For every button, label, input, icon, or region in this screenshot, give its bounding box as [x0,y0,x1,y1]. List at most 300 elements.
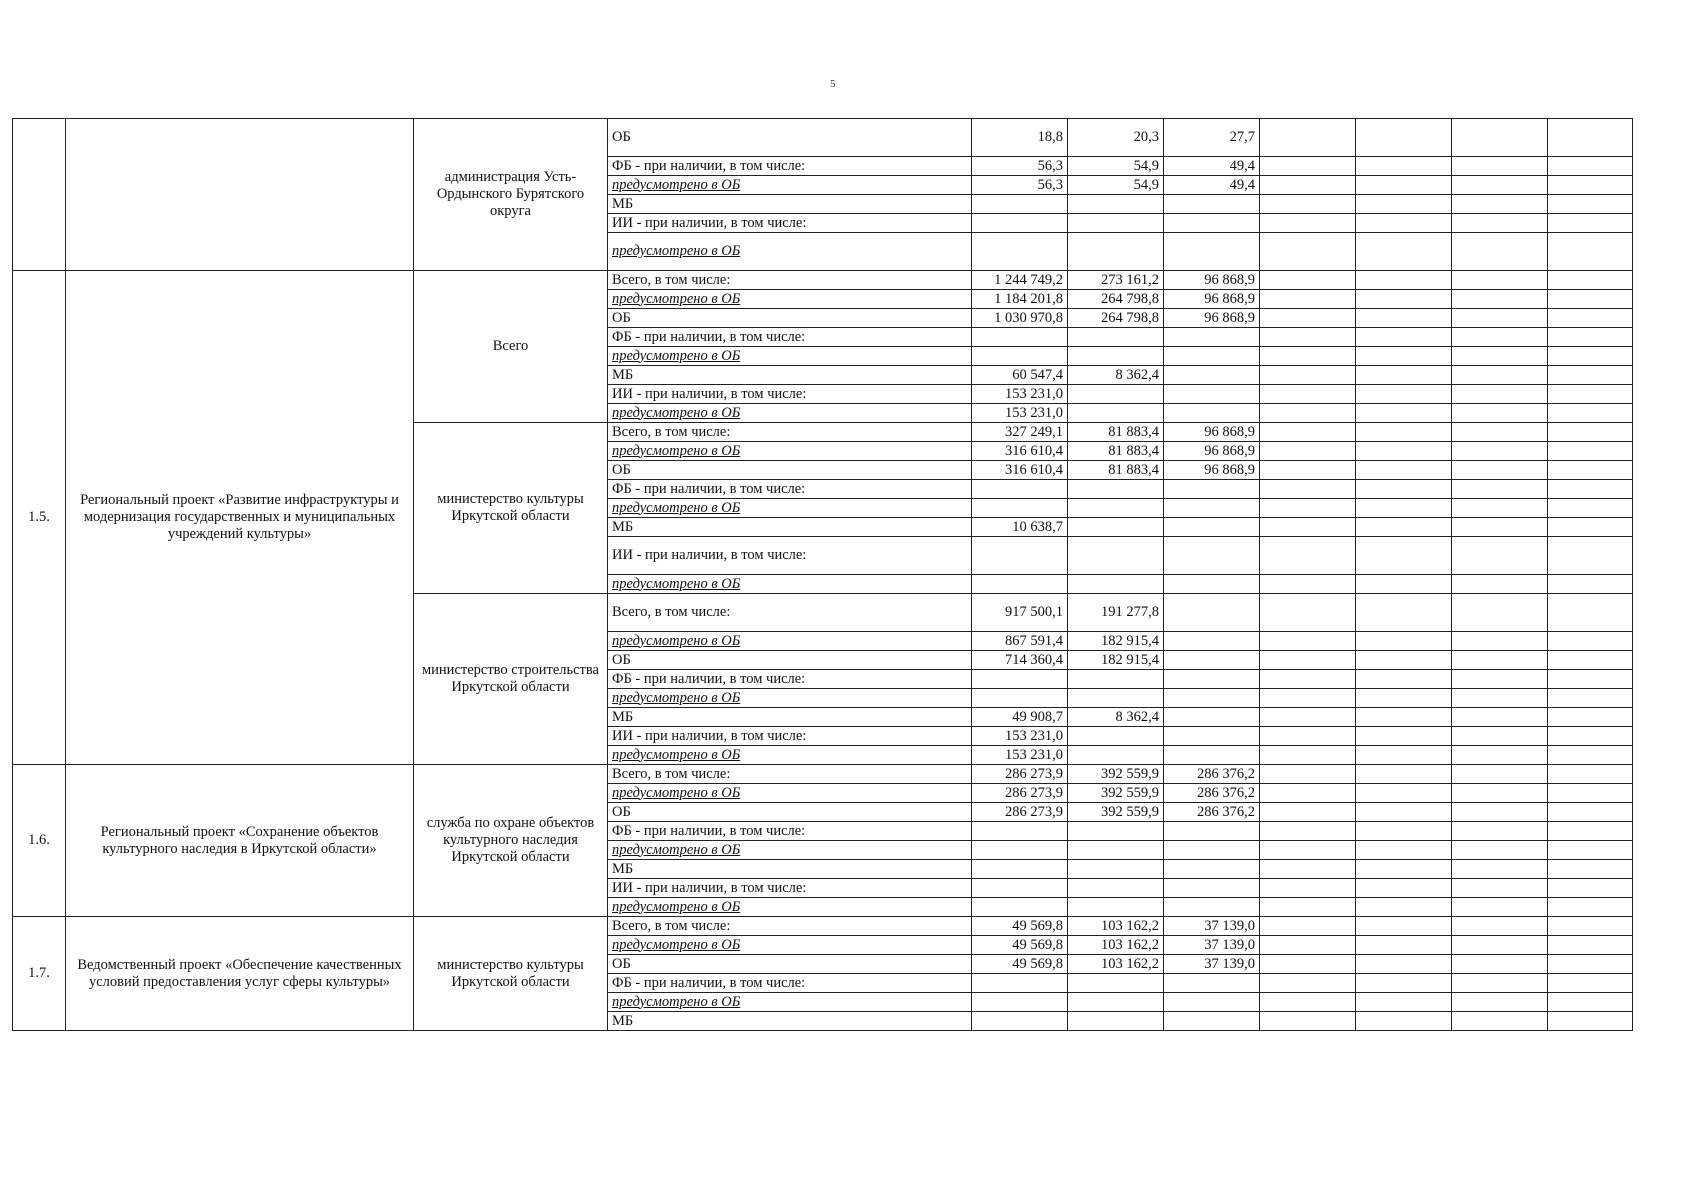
amount-cell-year-1: 49 569,8 [972,955,1068,974]
amount-cell-year-1 [972,575,1068,594]
empty-cell [1356,689,1452,708]
amount-cell-year-2: 54,9 [1068,157,1164,176]
amount-cell-year-1 [972,328,1068,347]
amount-cell-year-2 [1068,404,1164,423]
empty-cell [1452,385,1548,404]
amount-cell-year-3: 37 139,0 [1164,917,1260,936]
amount-cell-year-1 [972,689,1068,708]
empty-cell [1452,119,1548,157]
empty-cell [1356,974,1452,993]
funding-source-label: ФБ - при наличии, в том числе: [608,328,972,347]
amount-cell-year-1 [972,480,1068,499]
funding-source-label: ОБ [608,651,972,670]
empty-cell [1260,385,1356,404]
funding-source-label: МБ [608,1012,972,1031]
empty-cell [1356,480,1452,499]
empty-cell [1452,404,1548,423]
empty-cell [1260,841,1356,860]
funding-source-label: Всего, в том числе: [608,271,972,290]
empty-cell [1260,936,1356,955]
amount-cell-year-3 [1164,670,1260,689]
funding-source-label: предусмотрено в ОБ [608,233,972,271]
amount-cell-year-2 [1068,1012,1164,1031]
table-row [13,119,1633,157]
funding-source-label: ОБ [608,955,972,974]
empty-cell [1548,974,1633,993]
empty-cell [1548,689,1633,708]
empty-cell [1548,461,1633,480]
empty-cell [1452,442,1548,461]
empty-cell [1452,898,1548,917]
empty-cell [1356,537,1452,575]
empty-cell [1452,594,1548,632]
funding-source-label: Всего, в том числе: [608,423,972,442]
empty-cell [1452,993,1548,1012]
amount-cell-year-1: 286 273,9 [972,784,1068,803]
empty-cell [1260,537,1356,575]
amount-cell-year-1 [972,233,1068,271]
section-number [13,119,66,271]
empty-cell [1452,955,1548,974]
amount-cell-year-2 [1068,993,1164,1012]
amount-cell-year-1 [972,537,1068,575]
amount-cell-year-3 [1164,822,1260,841]
empty-cell [1356,917,1452,936]
amount-cell-year-2 [1068,385,1164,404]
empty-cell [1548,423,1633,442]
empty-cell [1548,936,1633,955]
amount-cell-year-2 [1068,841,1164,860]
funding-source-label: Всего, в том числе: [608,765,972,784]
amount-cell-year-3: 96 868,9 [1164,442,1260,461]
executor-name: служба по охране объектов культурного наследия Иркутской области [414,765,608,917]
amount-cell-year-2 [1068,746,1164,765]
empty-cell [1260,214,1356,233]
amount-cell-year-1: 316 610,4 [972,442,1068,461]
amount-cell-year-3: 96 868,9 [1164,309,1260,328]
section-number: 1.6. [13,765,66,917]
amount-cell-year-1 [972,1012,1068,1031]
empty-cell [1356,233,1452,271]
empty-cell [1548,575,1633,594]
project-name: Ведомственный проект «Обеспечение качественных условий предоставления услуг сферы культуры» [66,917,414,1031]
empty-cell [1260,974,1356,993]
empty-cell [1548,290,1633,309]
funding-source-label: ИИ - при наличии, в том числе: [608,385,972,404]
amount-cell-year-3 [1164,708,1260,727]
empty-cell [1356,898,1452,917]
amount-cell-year-1: 1 244 749,2 [972,271,1068,290]
funding-source-label: ФБ - при наличии, в том числе: [608,822,972,841]
empty-cell [1548,841,1633,860]
empty-cell [1260,499,1356,518]
amount-cell-year-1 [972,214,1068,233]
amount-cell-year-2 [1068,822,1164,841]
empty-cell [1452,366,1548,385]
amount-cell-year-2: 8 362,4 [1068,366,1164,385]
amount-cell-year-3 [1164,499,1260,518]
executor-name: Всего [414,271,608,423]
empty-cell [1548,157,1633,176]
funding-source-label: предусмотрено в ОБ [608,499,972,518]
amount-cell-year-2: 273 161,2 [1068,271,1164,290]
amount-cell-year-3 [1164,328,1260,347]
amount-cell-year-1: 714 360,4 [972,651,1068,670]
amount-cell-year-2: 264 798,8 [1068,309,1164,328]
amount-cell-year-2: 182 915,4 [1068,651,1164,670]
funding-source-label: предусмотрено в ОБ [608,442,972,461]
amount-cell-year-3 [1164,860,1260,879]
amount-cell-year-2: 191 277,8 [1068,594,1164,632]
funding-source-label: ФБ - при наличии, в том числе: [608,157,972,176]
amount-cell-year-2 [1068,670,1164,689]
amount-cell-year-3 [1164,214,1260,233]
funding-source-label: МБ [608,195,972,214]
empty-cell [1260,404,1356,423]
empty-cell [1452,822,1548,841]
amount-cell-year-1 [972,841,1068,860]
amount-cell-year-2: 103 162,2 [1068,936,1164,955]
empty-cell [1452,689,1548,708]
empty-cell [1548,309,1633,328]
amount-cell-year-1: 49 908,7 [972,708,1068,727]
empty-cell [1260,822,1356,841]
empty-cell [1260,670,1356,689]
empty-cell [1548,708,1633,727]
amount-cell-year-3 [1164,632,1260,651]
empty-cell [1356,157,1452,176]
empty-cell [1452,290,1548,309]
empty-cell [1452,746,1548,765]
empty-cell [1356,385,1452,404]
executor-name: администрация Усть-Ордынского Бурятского округа [414,119,608,271]
funding-source-label: предусмотрено в ОБ [608,746,972,765]
amount-cell-year-2 [1068,195,1164,214]
empty-cell [1548,328,1633,347]
empty-cell [1356,195,1452,214]
empty-cell [1548,955,1633,974]
empty-cell [1548,499,1633,518]
amount-cell-year-3 [1164,993,1260,1012]
funding-source-label: ИИ - при наличии, в том числе: [608,879,972,898]
empty-cell [1260,575,1356,594]
empty-cell [1260,480,1356,499]
empty-cell [1356,499,1452,518]
empty-cell [1452,499,1548,518]
amount-cell-year-1 [972,898,1068,917]
empty-cell [1260,784,1356,803]
funding-source-label: предусмотрено в ОБ [608,993,972,1012]
amount-cell-year-1: 316 610,4 [972,461,1068,480]
amount-cell-year-3 [1164,651,1260,670]
empty-cell [1356,461,1452,480]
amount-cell-year-3: 49,4 [1164,176,1260,195]
empty-cell [1548,119,1633,157]
empty-cell [1260,366,1356,385]
empty-cell [1260,119,1356,157]
empty-cell [1548,233,1633,271]
empty-cell [1452,879,1548,898]
empty-cell [1548,366,1633,385]
empty-cell [1548,670,1633,689]
empty-cell [1356,518,1452,537]
empty-cell [1452,214,1548,233]
empty-cell [1548,727,1633,746]
empty-cell [1548,537,1633,575]
empty-cell [1452,632,1548,651]
amount-cell-year-1: 917 500,1 [972,594,1068,632]
page-number: 5 [830,78,836,90]
empty-cell [1260,461,1356,480]
empty-cell [1356,841,1452,860]
amount-cell-year-2 [1068,499,1164,518]
amount-cell-year-2: 392 559,9 [1068,765,1164,784]
empty-cell [1260,442,1356,461]
executor-name: министерство культуры Иркутской области [414,917,608,1031]
amount-cell-year-3 [1164,366,1260,385]
empty-cell [1356,575,1452,594]
amount-cell-year-2 [1068,898,1164,917]
empty-cell [1260,271,1356,290]
empty-cell [1452,176,1548,195]
empty-cell [1452,670,1548,689]
empty-cell [1260,423,1356,442]
empty-cell [1260,689,1356,708]
empty-cell [1260,765,1356,784]
empty-cell [1452,233,1548,271]
funding-source-label: предусмотрено в ОБ [608,176,972,195]
amount-cell-year-1: 867 591,4 [972,632,1068,651]
amount-cell-year-1: 153 231,0 [972,727,1068,746]
funding-source-label: ОБ [608,803,972,822]
empty-cell [1260,233,1356,271]
empty-cell [1356,803,1452,822]
amount-cell-year-3 [1164,575,1260,594]
amount-cell-year-2 [1068,347,1164,366]
empty-cell [1260,993,1356,1012]
funding-source-label: предусмотрено в ОБ [608,404,972,423]
empty-cell [1356,879,1452,898]
empty-cell [1356,765,1452,784]
amount-cell-year-1: 1 030 970,8 [972,309,1068,328]
funding-source-label: Всего, в том числе: [608,594,972,632]
amount-cell-year-3 [1164,347,1260,366]
amount-cell-year-3 [1164,1012,1260,1031]
empty-cell [1548,632,1633,651]
amount-cell-year-3 [1164,480,1260,499]
empty-cell [1260,309,1356,328]
amount-cell-year-1 [972,879,1068,898]
amount-cell-year-3 [1164,898,1260,917]
amount-cell-year-3: 96 868,9 [1164,423,1260,442]
empty-cell [1356,822,1452,841]
empty-cell [1548,195,1633,214]
amount-cell-year-1: 286 273,9 [972,765,1068,784]
empty-cell [1356,1012,1452,1031]
empty-cell [1260,1012,1356,1031]
amount-cell-year-1: 56,3 [972,176,1068,195]
amount-cell-year-3 [1164,195,1260,214]
funding-source-label: предусмотрено в ОБ [608,575,972,594]
empty-cell [1548,860,1633,879]
funding-source-label: МБ [608,708,972,727]
empty-cell [1548,651,1633,670]
amount-cell-year-1 [972,670,1068,689]
empty-cell [1260,879,1356,898]
amount-cell-year-3: 286 376,2 [1164,765,1260,784]
amount-cell-year-2: 392 559,9 [1068,784,1164,803]
amount-cell-year-2: 392 559,9 [1068,803,1164,822]
empty-cell [1260,632,1356,651]
empty-cell [1452,860,1548,879]
empty-cell [1260,176,1356,195]
amount-cell-year-1: 18,8 [972,119,1068,157]
empty-cell [1260,708,1356,727]
empty-cell [1260,917,1356,936]
empty-cell [1356,119,1452,157]
amount-cell-year-3 [1164,233,1260,271]
empty-cell [1452,784,1548,803]
amount-cell-year-1: 10 638,7 [972,518,1068,537]
empty-cell [1452,974,1548,993]
amount-cell-year-1: 153 231,0 [972,385,1068,404]
project-name [66,119,414,271]
amount-cell-year-1 [972,993,1068,1012]
amount-cell-year-3: 49,4 [1164,157,1260,176]
empty-cell [1356,860,1452,879]
empty-cell [1452,708,1548,727]
empty-cell [1452,347,1548,366]
funding-source-label: предусмотрено в ОБ [608,841,972,860]
empty-cell [1548,271,1633,290]
empty-cell [1548,765,1633,784]
empty-cell [1548,993,1633,1012]
amount-cell-year-3: 37 139,0 [1164,936,1260,955]
funding-source-label: предусмотрено в ОБ [608,689,972,708]
empty-cell [1356,290,1452,309]
empty-cell [1452,195,1548,214]
empty-cell [1548,214,1633,233]
empty-cell [1548,442,1633,461]
project-name: Региональный проект «Сохранение объектов культурного наследия в Иркутской области» [66,765,414,917]
empty-cell [1452,480,1548,499]
table-row [13,917,1633,936]
table-row [13,765,1633,784]
amount-cell-year-3 [1164,841,1260,860]
amount-cell-year-2 [1068,537,1164,575]
empty-cell [1548,176,1633,195]
funding-source-label: ФБ - при наличии, в том числе: [608,480,972,499]
amount-cell-year-2: 54,9 [1068,176,1164,195]
funding-source-label: МБ [608,366,972,385]
amount-cell-year-3: 37 139,0 [1164,955,1260,974]
funding-source-label: ФБ - при наличии, в том числе: [608,974,972,993]
amount-cell-year-2: 20,3 [1068,119,1164,157]
empty-cell [1548,898,1633,917]
funding-source-label: МБ [608,518,972,537]
empty-cell [1356,347,1452,366]
empty-cell [1548,784,1633,803]
empty-cell [1452,461,1548,480]
empty-cell [1356,214,1452,233]
empty-cell [1452,271,1548,290]
amount-cell-year-1: 49 569,8 [972,936,1068,955]
empty-cell [1452,575,1548,594]
amount-cell-year-2 [1068,575,1164,594]
amount-cell-year-1 [972,195,1068,214]
budget-table-sheet [12,118,1633,1031]
empty-cell [1548,803,1633,822]
amount-cell-year-2 [1068,860,1164,879]
empty-cell [1548,594,1633,632]
amount-cell-year-3: 96 868,9 [1164,290,1260,309]
amount-cell-year-3 [1164,404,1260,423]
empty-cell [1452,803,1548,822]
empty-cell [1452,518,1548,537]
amount-cell-year-2: 264 798,8 [1068,290,1164,309]
empty-cell [1452,157,1548,176]
amount-cell-year-3: 286 376,2 [1164,784,1260,803]
amount-cell-year-2: 81 883,4 [1068,461,1164,480]
amount-cell-year-3 [1164,689,1260,708]
amount-cell-year-1 [972,860,1068,879]
amount-cell-year-3 [1164,594,1260,632]
funding-source-label: предусмотрено в ОБ [608,290,972,309]
empty-cell [1548,1012,1633,1031]
empty-cell [1260,746,1356,765]
budget-table [12,118,1633,1031]
amount-cell-year-3 [1164,746,1260,765]
amount-cell-year-1: 49 569,8 [972,917,1068,936]
empty-cell [1548,404,1633,423]
empty-cell [1452,309,1548,328]
executor-name: министерство строительства Иркутской области [414,594,608,765]
amount-cell-year-2 [1068,974,1164,993]
empty-cell [1548,822,1633,841]
funding-source-label: предусмотрено в ОБ [608,936,972,955]
amount-cell-year-2 [1068,328,1164,347]
empty-cell [1260,328,1356,347]
empty-cell [1260,803,1356,822]
empty-cell [1356,936,1452,955]
section-number: 1.5. [13,271,66,765]
empty-cell [1356,423,1452,442]
empty-cell [1260,955,1356,974]
funding-source-label: предусмотрено в ОБ [608,784,972,803]
project-name: Региональный проект «Развитие инфраструктуры и модернизация государственных и муниципальных учреждений культуры» [66,271,414,765]
amount-cell-year-1: 327 249,1 [972,423,1068,442]
amount-cell-year-1: 60 547,4 [972,366,1068,385]
empty-cell [1452,841,1548,860]
empty-cell [1356,784,1452,803]
empty-cell [1548,879,1633,898]
empty-cell [1356,993,1452,1012]
amount-cell-year-2 [1068,879,1164,898]
empty-cell [1260,651,1356,670]
empty-cell [1356,404,1452,423]
empty-cell [1452,727,1548,746]
empty-cell [1356,651,1452,670]
amount-cell-year-3: 286 376,2 [1164,803,1260,822]
funding-source-label: ИИ - при наличии, в том числе: [608,537,972,575]
amount-cell-year-2: 182 915,4 [1068,632,1164,651]
empty-cell [1548,746,1633,765]
funding-source-label: ОБ [608,119,972,157]
amount-cell-year-2 [1068,689,1164,708]
amount-cell-year-3 [1164,879,1260,898]
empty-cell [1356,727,1452,746]
amount-cell-year-2: 103 162,2 [1068,917,1164,936]
